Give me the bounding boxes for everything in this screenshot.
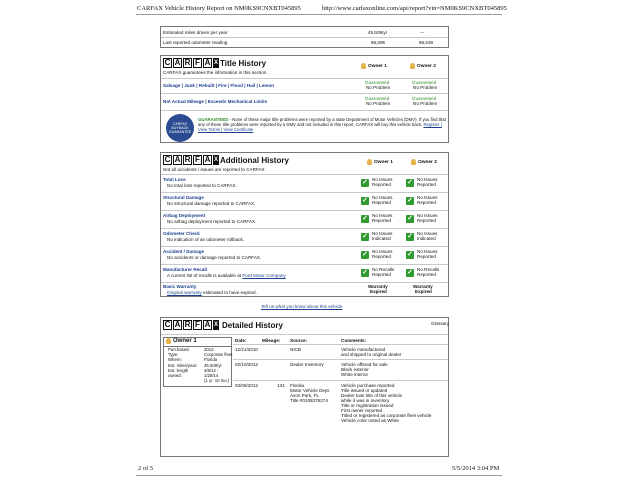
owner-summary-title: Owner 1 [166,338,197,344]
history-row-label: Odometer Check [163,231,200,236]
col-comments: Comments: [341,338,367,343]
status-owner1: Guaranteed [365,96,390,101]
warranty-owner1: Warranty [368,284,388,289]
status-owner1-detail: No Problem [366,101,391,106]
record-comment: Vehicle purchase reported [341,383,395,388]
record-source: Title #0108376274 [290,398,328,403]
record-comment: Title issued or updated [341,388,388,393]
status-owner2: Guaranteed [412,96,437,101]
logo-letter: A [204,155,211,164]
page-header-url: http://www.carfaxonline.com/api/report?vin=NM0KS9CNXBT045895 [322,5,507,12]
record-comment: Vehicle color noted as White [341,418,399,423]
check-icon: ✓ [362,215,368,222]
carfax-logo [163,58,220,68]
history-row-desc: No accidents or damage reported to CARFAX. [167,255,262,260]
footer-divider [136,475,502,476]
status-owner1: No Issues [372,177,393,182]
owner-icon [410,63,415,69]
status-owner1: No Issues [372,195,393,200]
logo-letter: A [174,58,181,67]
section-title: Title History [220,59,267,68]
record-comment: while it was in inventory [341,398,390,403]
record-source: Motor Vehicle Dept. [290,388,331,393]
record-source: Avon Park, FL [290,393,320,398]
status-owner2-detail: No Problem [413,85,438,90]
owner1-header: Owner 1 [361,63,387,69]
record-date: 12/21/2010 [235,347,258,352]
status-owner2: No Issues [417,231,438,236]
status-owner1: No Issues [372,213,393,218]
record-date: 03/06/2012 [235,383,258,388]
logo-letter: X [214,60,219,66]
check-icon: ✓ [407,179,413,186]
status-owner2-detail: Reported [417,182,436,187]
status-owner2: No Issues [417,195,438,200]
logo-letter: F [193,320,202,330]
row-divider [161,93,448,94]
title-row-label: Not Actual Mileage | Exceeds Mechanical Limits [163,99,268,104]
history-row-label: Total Loss [163,177,186,182]
logo-letter: X [214,157,219,163]
status-owner1-detail: Reported [372,218,391,223]
page-number: 2 of 5 [138,465,154,472]
warranty-row [161,283,448,297]
logo-letter: A [174,320,181,329]
row-divider [233,380,448,381]
logo-letter: A [174,155,181,164]
check-icon: ✓ [362,269,368,276]
warranty-desc: Original warranty estimated to have expired. [167,290,257,295]
status-owner2-detail: Indicated [417,236,436,241]
record-source: NICB [290,347,301,352]
owner-field-values: 2012 Corporate fleet Florida 45,609/yr 3/6/12 - 1/28/14 (1 yr. 10 mo.) [204,347,233,384]
history-row-desc: A current list of recalls is available at Ford Motor Company [167,273,286,278]
owner1-header: Owner 1 [367,159,393,165]
history-row-desc: No total loss reported to CARFAX. [167,183,237,188]
history-row [161,175,448,192]
history-row-label: Structural Damage [163,195,204,200]
original-warranty-link[interactable]: Original warranty [167,290,202,295]
owner-field-keys: Purchased: Type: Where: Est. miles/year: Est. length owned: [168,347,198,379]
record-source: Florida [290,383,305,388]
history-row [161,193,448,210]
history-row-desc: No structural damage reported to CARFAX. [167,201,256,206]
check-icon: ✓ [362,197,368,204]
tell-us-link[interactable]: Tell us what you know about this vehicle [261,304,343,309]
history-row [161,265,448,282]
guarantee-lead: GUARANTEED [198,117,229,122]
status-owner2-detail: No Problem [413,101,438,106]
logo-letter: C [164,320,171,329]
record-comment: Black exterior [341,367,369,372]
history-row-desc: No indication of an odometer rollback. [167,237,245,242]
check-icon: ✓ [407,251,413,258]
header-divider [136,14,502,15]
record-date: 02/10/2012 [235,362,258,367]
mileage-row-label: Estimated miles driven per year [163,30,228,35]
status-owner1: Guaranteed [365,80,390,85]
logo-letter: F [193,58,202,68]
status-owner2-detail: Reported [417,218,436,223]
warranty-owner2: Warranty [413,284,433,289]
ford-recall-link[interactable]: Ford Motor Company [242,273,286,278]
status-owner2: No Issues [417,177,438,182]
history-row-label: Accident / Damage [163,249,205,254]
row-divider [233,344,448,345]
status-owner2: No Issues [417,249,438,254]
row-divider [161,78,448,79]
logo-letter: R [184,58,191,67]
status-owner1-detail: Reported [372,254,391,259]
record-comment: Title or registration issued [341,403,394,408]
logo-letter: X [214,322,219,328]
check-icon: ✓ [407,269,413,276]
record-comment: Titled or registered as corporate fleet vehicle [341,413,432,418]
record-comment: Vehicle manufactured [341,347,386,352]
status-owner1-detail: Indicated [372,236,391,241]
check-icon: ✓ [407,215,413,222]
record-comment: Vehicle offered for sale [341,362,388,367]
history-row [161,211,448,228]
status-owner2-detail: Reported [417,200,436,205]
owner-icon [166,338,171,344]
status-owner1: No Recalls [372,267,395,272]
history-row [161,229,448,246]
record-comment: and shipped to original dealer [341,352,402,357]
glossary-link[interactable]: Glossary [431,321,450,326]
logo-letter: A [204,320,211,329]
owner2-header: Owner 2 [411,159,437,165]
history-row-label: Airbag Deployment [163,213,206,218]
check-icon: ✓ [407,233,413,240]
status-owner2-detail: Reported [417,272,436,277]
buyback-shield-icon: CARFAX BUYBACK GUARANTEE [166,114,194,142]
logo-letter: C [164,155,171,164]
status-owner2: Guaranteed [412,80,437,85]
status-owner2: No Issues [417,213,438,218]
additional-history-section [160,152,449,297]
status-owner1-detail: Reported [372,200,391,205]
col-date: Date: [235,338,247,343]
owner-summary-box [163,337,232,387]
check-icon: ✓ [362,179,368,186]
print-date: 5/5/2014 3:04 PM [452,465,500,472]
status-owner1-detail: Reported [372,182,391,187]
row-divider [233,359,448,360]
guarantee-text [198,117,446,133]
history-row [161,247,448,264]
mileage-table [160,26,449,48]
warranty-label: Basic Warranty [163,284,197,289]
row-divider [161,110,448,111]
mileage-row-owner2: 86,638 [419,40,434,45]
mileage-row-owner1: 86,595 [371,40,386,45]
section-subtitle: Not all accidents / issues are reported to CARFAX [163,167,265,172]
section-title: Detailed History [222,321,283,330]
status-owner1: No Issues [372,249,393,254]
section-title: Additional History [220,156,289,165]
status-owner1-detail: Reported [372,272,391,277]
page-header-title: CARFAX Vehicle History Report on NM0KS9CNXBT045895 [137,5,301,12]
status-owner2: No Recalls [417,267,440,272]
mileage-row-owner1: 45,609/yr [368,30,388,35]
status-owner1: No Issues [372,231,393,236]
col-source: Source: [290,338,308,343]
mileage-row-owner2: --- [420,30,425,35]
logo-letter: R [184,155,191,164]
status-owner2-detail: Reported [417,254,436,259]
owner-icon [367,159,372,165]
check-icon: ✓ [362,233,368,240]
record-comment: Dealer took title of this vehicle [341,393,403,398]
logo-letter: R [184,320,191,329]
carfax-logo [163,155,220,165]
history-row-desc: No airbag deployment reported to CARFAX. [167,219,257,224]
check-icon: ✓ [407,197,413,204]
owner2-header: Owner 2 [410,63,436,69]
logo-letter: F [193,155,202,165]
record-comment: White interior [341,372,369,377]
row-divider [161,37,448,38]
warranty-owner1-detail: Expired [370,289,387,294]
title-row-label: Salvage | Junk | Rebuilt | Fire | Flood | Hail | Lemon [163,83,275,88]
warranty-owner2-detail: Expired [415,289,432,294]
check-icon: ✓ [362,251,368,258]
mileage-row-label: Last reported odometer reading [163,40,228,45]
title-history-section [160,55,449,143]
detailed-history-section [160,317,449,457]
col-mileage: Mileage: [262,338,281,343]
record-comment: First owner reported [341,408,383,413]
owner-icon [361,63,366,69]
logo-letter: A [204,58,211,67]
status-owner1-detail: No Problem [366,85,391,90]
row-divider [161,334,448,335]
record-mileage: 134 [277,383,285,388]
carfax-logo [163,320,220,330]
record-source: Dealer Inventory [290,362,324,367]
guarantee-links[interactable]: Register | View Terms | View Certificate [198,122,442,133]
section-subtitle: CARFAX guarantees the information in this section [163,70,267,75]
guarantee-body: - None of these major title problems were reported by a state Department of Motor Vehicles (DMV). If you find that any of these title problems were reported by a DMV and not included in this report, CARFAX will buy this vehicle back. [198,117,446,128]
owner-icon [411,159,416,165]
history-row-label: Manufacturer Recall [163,267,207,272]
logo-letter: C [164,58,171,67]
